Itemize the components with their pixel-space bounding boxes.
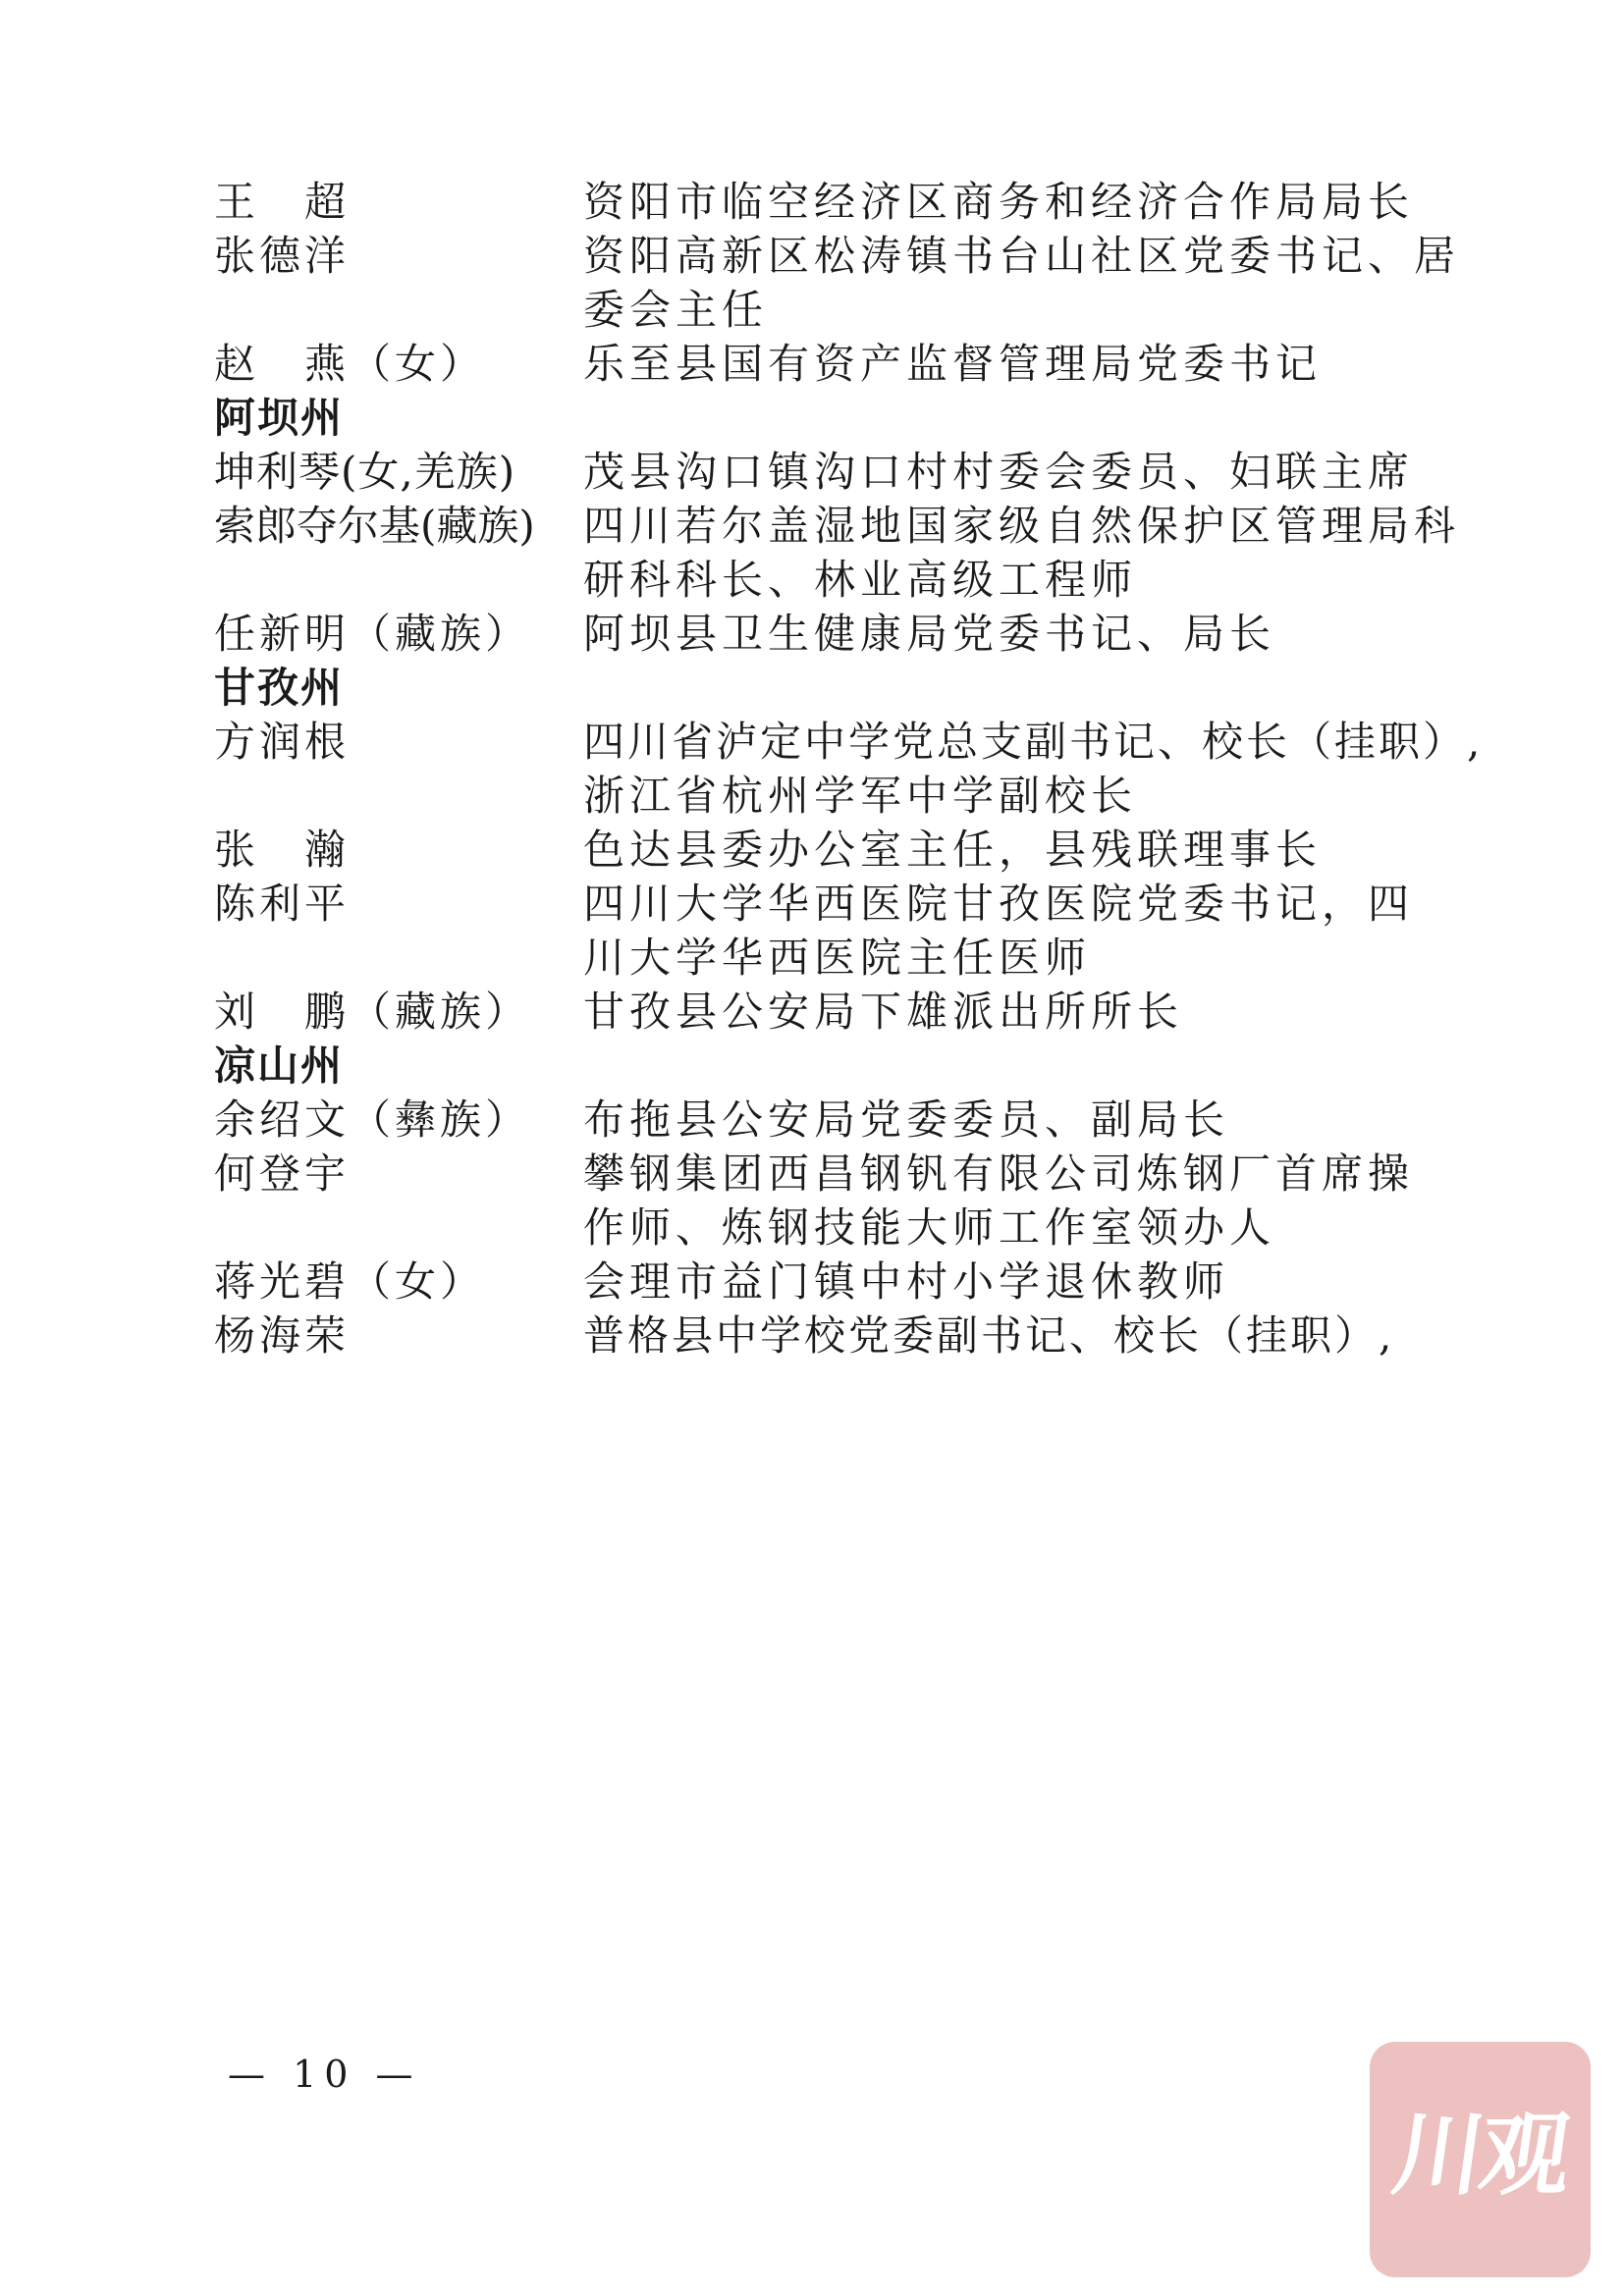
- person-title: 研科科长、林业高级工程师: [583, 556, 1138, 604]
- list-item-continuation: [214, 551, 1432, 610]
- list-item: [214, 335, 1432, 394]
- person-name: 赵 燕（女）: [214, 340, 486, 388]
- list-item: [214, 1253, 1432, 1311]
- person-title: 会理市益门镇中村小学退休教师: [583, 1257, 1230, 1306]
- person-name: 坤利琴(女,羌族): [214, 448, 516, 496]
- person-name: 王 超: [214, 178, 351, 226]
- person-title: 乐至县国有资产监督管理局党委书记: [583, 340, 1323, 388]
- watermark-logo: [1370, 2042, 1591, 2277]
- person-title: 资阳市临空经济区商务和经济合作局局长: [583, 178, 1415, 226]
- person-name: 何登宇: [214, 1149, 351, 1198]
- person-name: 陈利平: [214, 880, 351, 928]
- person-title: 四川若尔盖湿地国家级自然保护区管理局科: [583, 502, 1461, 550]
- person-name: 方润根: [214, 718, 351, 766]
- person-name: 刘 鹏（藏族）: [214, 988, 531, 1036]
- list-item: [214, 227, 1461, 286]
- person-name: 索郎夺尔基(藏族): [214, 502, 535, 550]
- person-title: 攀钢集团西昌钢钒有限公司炼钢厂首席操: [583, 1149, 1415, 1198]
- person-title: 阿坝县卫生健康局党委书记、局长: [583, 610, 1276, 658]
- list-item: [214, 821, 1432, 880]
- section-heading-ganzi: 甘孜州: [214, 664, 345, 712]
- person-name: 张 瀚: [214, 826, 351, 874]
- list-item: [214, 443, 1432, 502]
- list-item: [214, 497, 1461, 556]
- person-title: 作师、炼钢技能大师工作室领办人: [583, 1203, 1276, 1252]
- person-title: 茂县沟口镇沟口村村委会委员、妇联主席: [583, 448, 1415, 496]
- page-number: — 10 —: [228, 2053, 421, 2096]
- section-heading-aba: 阿坝州: [214, 394, 345, 442]
- list-item: [214, 173, 1432, 232]
- list-item: [214, 605, 1432, 664]
- person-name: 任新明（藏族）: [214, 610, 531, 658]
- person-title: 浙江省杭州学军中学副校长: [583, 772, 1138, 820]
- list-item: [214, 1091, 1432, 1149]
- person-title: 委会主任: [583, 286, 769, 334]
- list-item: [214, 1145, 1432, 1203]
- person-name: 杨海荣: [214, 1311, 351, 1360]
- person-title: 色达县委办公室主任，县残联理事长: [583, 826, 1323, 874]
- person-name: 蒋光碧（女）: [214, 1257, 486, 1306]
- person-title: 四川省泸定中学党总支副书记、校长（挂职）,: [583, 718, 1484, 766]
- list-item: [214, 1307, 1432, 1365]
- person-name: 张德洋: [214, 232, 351, 280]
- watermark-text: 川观: [1386, 2103, 1575, 2208]
- person-title: 资阳高新区松涛镇书台山社区党委书记、居: [583, 232, 1461, 280]
- person-title: 布拖县公安局党委委员、副局长: [583, 1095, 1230, 1144]
- list-item-continuation: [214, 929, 1432, 988]
- person-title: 四川大学华西医院甘孜医院党委书记，四: [583, 880, 1415, 928]
- person-title: 川大学华西医院主任医师: [583, 934, 1092, 982]
- list-item-continuation: [214, 281, 1432, 340]
- person-title: 普格县中学校党委副书记、校长（挂职）,: [583, 1311, 1395, 1360]
- list-item: [214, 983, 1432, 1041]
- section-heading-liangshan: 凉山州: [214, 1041, 345, 1090]
- person-name: 余绍文（彝族）: [214, 1095, 531, 1144]
- list-item: [214, 713, 1484, 772]
- list-item: [214, 875, 1432, 934]
- person-title: 甘孜县公安局下雄派出所所长: [583, 988, 1184, 1036]
- list-item-continuation: [214, 767, 1432, 826]
- list-item-continuation: [214, 1199, 1432, 1257]
